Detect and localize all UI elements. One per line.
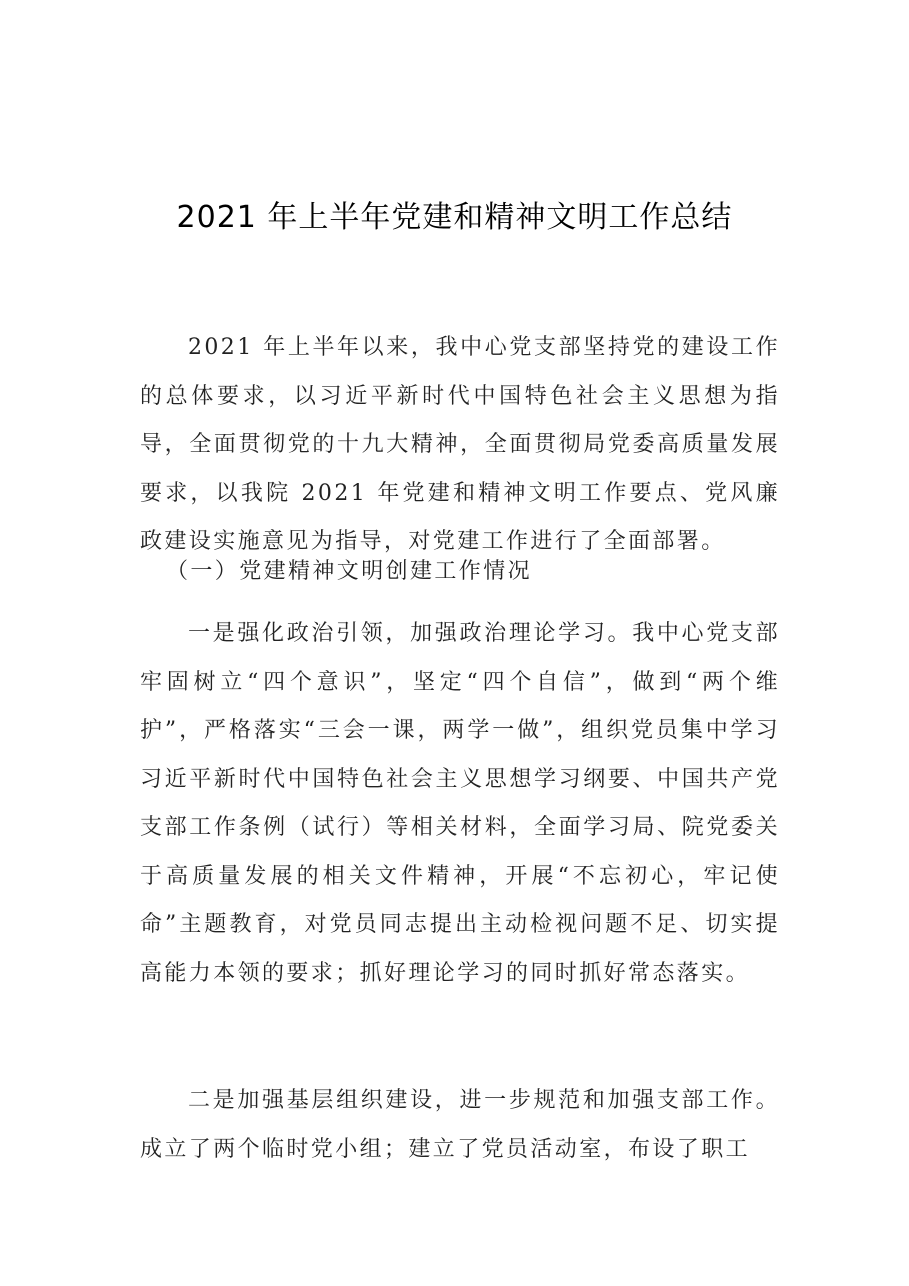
intro-block [140,324,780,567]
body-paragraph-2: 二是加强基层组织建设，进一步规范和加强支部工作。成立了两个临时党小组；建立了党员活动室，布设了职工 [140,1088,780,1162]
paragraph-one-block [140,610,780,998]
section-heading: （一）党建精神文明创建工作情况 [166,559,533,584]
body-paragraph-1: 一是强化政治引领，加强政治理论学习。我中心党支部牢固树立“四个意识”，坚定“四个自信”，做到“两个维护”，严格落实“三会一课，两学一做”，组织党员集中学习习近平新时代中国特色社会主义思想学习纲要、中国共产党支部工作条例（试行）等相关材料，全面学习局、院党委关于高质量发展的相关文件精神，开展“不忘初心，牢记使命”主题教育，对党员同志提出主动检视问题不足、切实提高能力本领的要求；抓好理论学习的同时抓好常态落实。 [140,621,780,986]
intro-paragraph: 2021 年上半年以来，我中心党支部坚持党的建设工作的总体要求，以习近平新时代中国特色社会主义思想为指导，全面贯彻党的十九大精神，全面贯彻局党委高质量发展要求，以我院 2021 年党建和精神文明工作要点、党风廉政建设实施意见为指导，对党建工作进行了全面部署。 [140,335,780,554]
paragraph-two-block [140,1077,780,1174]
document-title: 2021 年上半年党建和精神文明工作总结 [176,200,733,235]
section-heading-block [140,548,780,597]
